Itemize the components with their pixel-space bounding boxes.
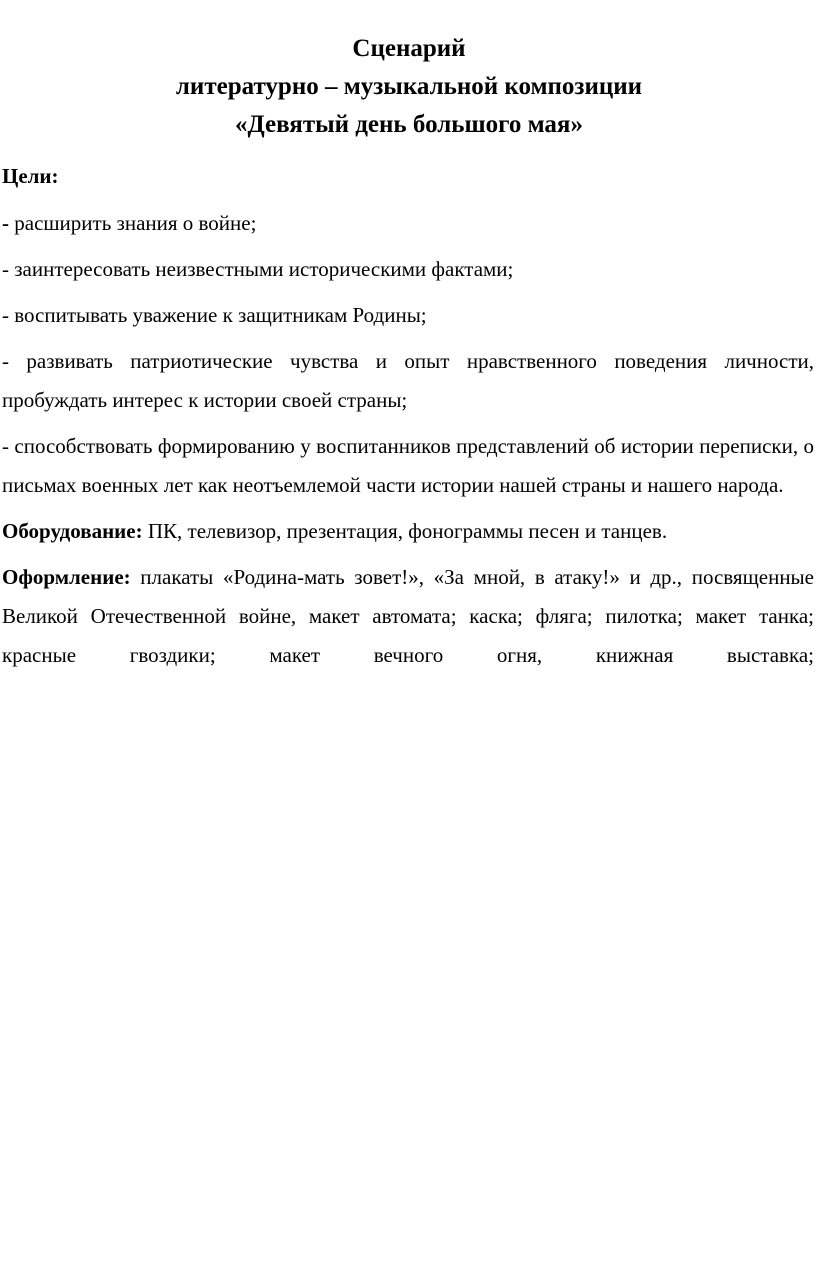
goal-item-1-dash: - xyxy=(2,211,9,235)
decoration-text: плакаты «Родина-мать зовет!», «За мной, в атаку!» и др., посвященные Великой Отечественной войне, макет автомата; каска; фляга; пилотка; макет танка; красные гвоздики; макет вечного огня, книжная выставка; xyxy=(2,565,814,667)
goal-item-5-text: - способствовать формированию у воспитанников представлений об истории переписки, о письмах военных лет как неотъемлемой части истории нашей страны и нашего народа. xyxy=(2,434,814,497)
equipment-label: Оборудование: xyxy=(2,519,143,543)
goal-item-5 xyxy=(2,427,814,505)
goal-item-2 xyxy=(2,250,814,289)
title-line-3: «Девятый день большого мая» xyxy=(235,111,583,138)
title-line-2: литературно – музыкальной композиции xyxy=(175,73,643,100)
goal-item-1-text: расширить знания о войне; xyxy=(9,211,257,235)
equipment-text: ПК, телевизор, презентация, фонограммы песен и танцев. xyxy=(142,519,668,543)
goal-item-4 xyxy=(2,342,814,420)
goal-item-3 xyxy=(2,296,814,335)
decoration-label: Оформление: xyxy=(2,565,131,589)
equipment-paragraph xyxy=(2,512,814,551)
document-title xyxy=(2,30,816,144)
title-line-1: Сценарий xyxy=(352,35,466,62)
goal-item-4-text: - развивать патриотические чувства и опыт нравственного поведения личности, пробуждать интерес к истории своей страны; xyxy=(2,349,814,412)
decoration-paragraph xyxy=(2,558,814,675)
goal-item-3-text: - воспитывать уважение к защитникам Родины; xyxy=(2,303,427,327)
goal-item-2-text: - заинтересовать неизвестными историческими фактами; xyxy=(2,257,514,281)
goals-heading: Цели: xyxy=(2,164,59,188)
goal-item-1 xyxy=(2,204,814,243)
